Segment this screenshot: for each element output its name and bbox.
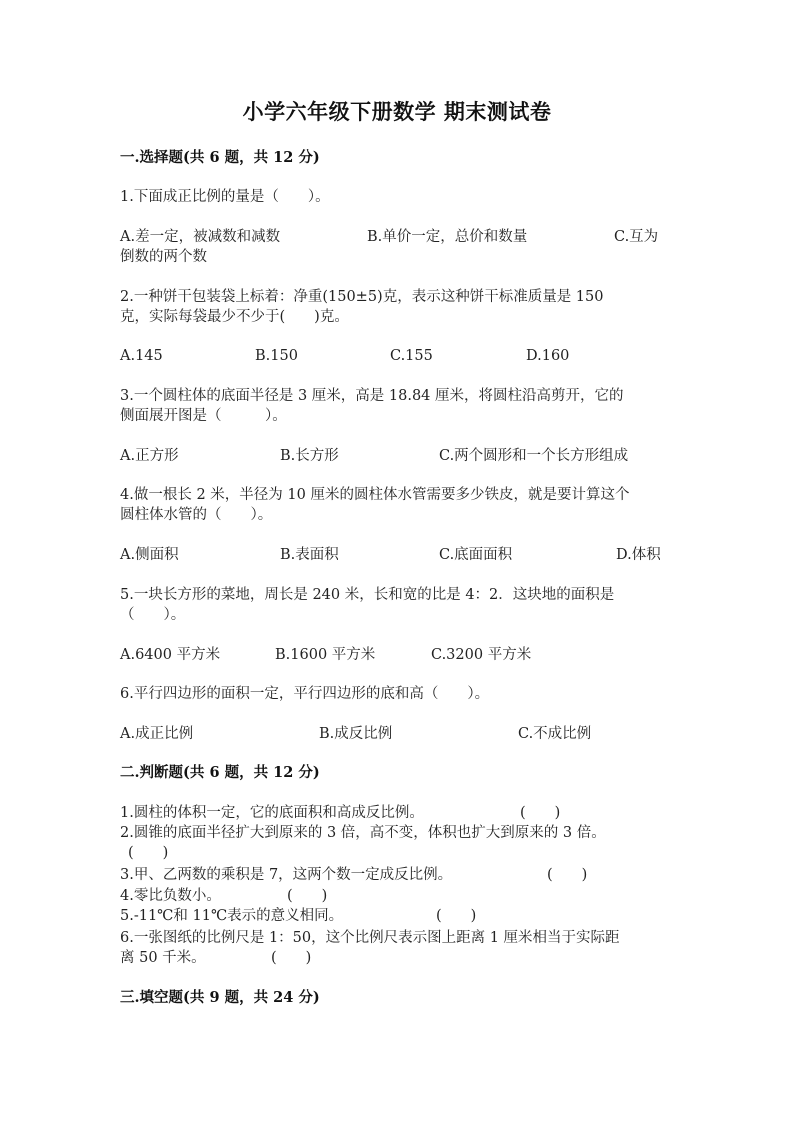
question-3-option-b: B.长方形 <box>280 448 339 464</box>
judge-6-text-line-2: 离 50 千米。 <box>120 950 206 966</box>
section-heading-fill: 三.填空题(共 9 题，共 24 分) <box>120 989 320 1006</box>
judge-4-answer-paren: ( ) <box>287 888 328 904</box>
question-5-option-c: C.3200 平方米 <box>431 647 532 663</box>
judge-1-text: 1.圆柱的体积一定，它的底面积和高成反比例。 <box>120 805 424 821</box>
question-1-option-c: C.互为 <box>614 229 659 245</box>
question-2-stem-line-2: 克，实际每袋最少不少于( )克。 <box>120 309 349 325</box>
judge-5-text: 5.-11℃和 11℃表示的意义相同。 <box>120 908 344 924</box>
question-3-option-a: A.正方形 <box>120 448 179 464</box>
page-title: 小学六年级下册数学 期末测试卷 <box>242 99 552 124</box>
question-5-stem-line-2: （ ）。 <box>120 607 186 623</box>
question-4-stem-line-2: 圆柱体水管的（ ）。 <box>120 507 273 523</box>
question-4-option-a: A.侧面积 <box>120 547 179 563</box>
question-1-option-a: A.差一定，被减数和减数 <box>120 229 281 245</box>
question-5-stem-line-1: 5.一块长方形的菜地，周长是 240 米，长和宽的比是 4：2．这块地的面积是 <box>120 587 615 603</box>
judge-3-answer-paren: ( ) <box>547 867 588 883</box>
question-2-stem-line-1: 2.一种饼干包装袋上标着：净重(150±5)克，表示这种饼干标准质量是 150 <box>120 289 604 305</box>
question-1-stem: 1.下面成正比例的量是（ ）。 <box>120 189 330 205</box>
question-6-stem: 6.平行四边形的面积一定，平行四边形的底和高（ ）。 <box>120 686 490 702</box>
question-5-option-a: A.6400 平方米 <box>120 647 221 663</box>
judge-2-answer-paren: ( ) <box>128 845 169 861</box>
question-6-option-b: B.成反比例 <box>319 726 393 742</box>
judge-6-answer-paren: ( ) <box>271 950 312 966</box>
judge-6-text-line-1: 6.一张图纸的比例尺是 1：50，这个比例尺表示图上距离 1 厘米相当于实际距 <box>120 930 620 946</box>
question-3-stem-line-2: 侧面展开图是（ ）。 <box>120 408 287 424</box>
judge-2-text: 2.圆锥的底面半径扩大到原来的 3 倍，高不变，体积也扩大到原来的 3 倍。 <box>120 825 606 841</box>
question-2-option-a: A.145 <box>120 348 163 364</box>
judge-1-answer-paren: ( ) <box>520 805 561 821</box>
question-4-option-b: B.表面积 <box>280 547 339 563</box>
question-3-option-c: C.两个圆形和一个长方形组成 <box>439 448 629 464</box>
question-1-option-b: B.单价一定，总价和数量 <box>367 229 528 245</box>
question-2-option-d: D.160 <box>526 348 570 364</box>
judge-5-answer-paren: ( ) <box>436 908 477 924</box>
question-4-stem-line-1: 4.做一根长 2 米，半径为 10 厘米的圆柱体水管需要多少铁皮，就是要计算这个 <box>120 487 630 503</box>
question-4-option-c: C.底面面积 <box>439 547 513 563</box>
question-2-option-c: C.155 <box>390 348 433 364</box>
question-1-option-c-continued: 倒数的两个数 <box>120 249 207 265</box>
question-6-option-a: A.成正比例 <box>120 726 194 742</box>
judge-3-text: 3.甲、乙两数的乘积是 7，这两个数一定成反比例。 <box>120 867 453 883</box>
judge-4-text: 4.零比负数小。 <box>120 888 221 904</box>
question-5-option-b: B.1600 平方米 <box>275 647 376 663</box>
section-heading-judge: 二.判断题(共 6 题，共 12 分) <box>120 764 320 781</box>
question-6-option-c: C.不成比例 <box>518 726 592 742</box>
section-heading-choice: 一.选择题(共 6 题，共 12 分) <box>120 149 320 166</box>
question-4-option-d: D.体积 <box>616 547 661 563</box>
question-3-stem-line-1: 3.一个圆柱体的底面半径是 3 厘米，高是 18.84 厘米，将圆柱沿高剪开，它的 <box>120 388 624 404</box>
question-2-option-b: B.150 <box>255 348 298 364</box>
